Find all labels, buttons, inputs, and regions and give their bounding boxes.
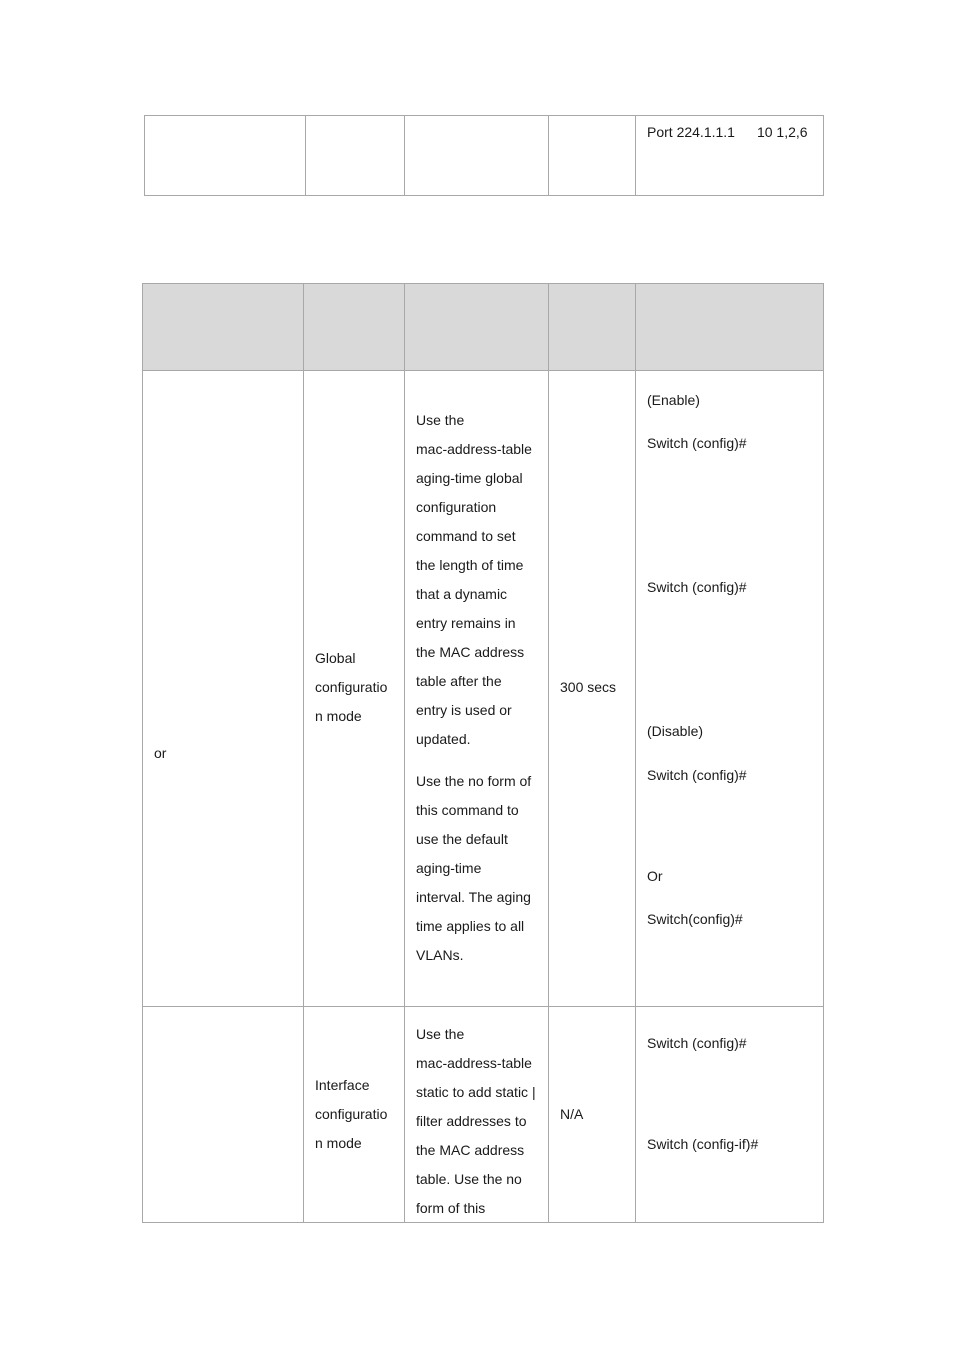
top-cell-5	[636, 116, 824, 196]
description-line: aging-time global	[416, 470, 523, 486]
description-line: static to add static |	[416, 1084, 536, 1100]
description-line: Use the	[416, 1026, 465, 1042]
header-cell-1	[143, 284, 304, 371]
port-address: Port 224.1.1.1	[647, 124, 735, 140]
description-line: Use the	[416, 412, 465, 428]
top-cell-1	[145, 116, 306, 196]
description-line: that a dynamic	[416, 586, 508, 602]
description-line: interval. The aging	[416, 889, 531, 905]
example-command: Switch (config-if)#	[647, 1136, 759, 1152]
description-line: entry remains in	[416, 615, 516, 631]
port-group-entry	[647, 123, 808, 141]
mode-cell	[304, 1007, 405, 1223]
mode-line: n mode	[315, 1135, 362, 1151]
description-paragraph	[416, 1020, 541, 1223]
top-cell-3	[405, 116, 549, 196]
command-text: or	[154, 745, 167, 761]
example-command: Switch(config)#	[647, 911, 743, 927]
description-paragraph	[416, 767, 541, 970]
top-cell-4	[549, 116, 636, 196]
header-cell-2	[304, 284, 405, 371]
default-value: N/A	[560, 1106, 584, 1122]
description-line: configuration	[416, 499, 497, 515]
table-row	[143, 1007, 824, 1223]
port-vlan-list: 10 1,2,6	[756, 124, 808, 140]
mode-line: Global	[315, 650, 356, 666]
table-row	[145, 116, 824, 196]
description-line: the MAC address	[416, 1142, 525, 1158]
description-line: the MAC address	[416, 644, 525, 660]
header-cell-5	[636, 284, 824, 371]
description-line: table. Use the no	[416, 1171, 522, 1187]
description-line: table after the	[416, 673, 502, 689]
default-value: 300 secs	[560, 679, 617, 695]
description-paragraph	[416, 406, 541, 754]
command-cell	[143, 371, 304, 1007]
header-cell-4	[549, 284, 636, 371]
description-line: Use the no form of	[416, 773, 532, 789]
table-header-row	[143, 284, 824, 371]
mode-line: configuratio	[315, 679, 388, 695]
default-cell	[549, 1007, 636, 1223]
description-line: the length of time	[416, 557, 524, 573]
mode-line: n mode	[315, 708, 362, 724]
example-cell	[636, 1007, 824, 1223]
description-line: this command to	[416, 802, 519, 818]
description-line: use the default	[416, 831, 508, 847]
description-cell	[405, 371, 549, 1007]
mode-text	[315, 1071, 405, 1158]
table-row	[143, 371, 824, 1007]
top-table	[144, 115, 824, 196]
example-label-or: Or	[647, 868, 663, 884]
mode-line: configuratio	[315, 1106, 388, 1122]
description-line: form of this	[416, 1200, 486, 1216]
description-line: command to set	[416, 528, 516, 544]
example-label-enable: (Enable)	[647, 392, 700, 408]
default-cell	[549, 371, 636, 1007]
example-command: Switch (config)#	[647, 579, 747, 595]
description-line: updated.	[416, 731, 471, 747]
description-line: VLANs.	[416, 947, 464, 963]
description-cell	[405, 1007, 549, 1223]
description-line: filter addresses to	[416, 1113, 527, 1129]
mode-line: Interface	[315, 1077, 370, 1093]
example-cell	[636, 371, 824, 1007]
description-line: mac-address-table	[416, 441, 532, 457]
mode-cell	[304, 371, 405, 1007]
description-line: time applies to all	[416, 918, 525, 934]
top-cell-2	[306, 116, 405, 196]
command-table	[142, 283, 824, 1223]
mode-text	[315, 644, 405, 731]
example-label-disable: (Disable)	[647, 723, 704, 739]
description-line: mac-address-table	[416, 1055, 532, 1071]
header-cell-3	[405, 284, 549, 371]
description-line: aging-time	[416, 860, 482, 876]
command-cell	[143, 1007, 304, 1223]
example-command: Switch (config)#	[647, 1035, 747, 1051]
example-command: Switch (config)#	[647, 767, 747, 783]
description-line: entry is used or	[416, 702, 512, 718]
example-command: Switch (config)#	[647, 435, 747, 451]
